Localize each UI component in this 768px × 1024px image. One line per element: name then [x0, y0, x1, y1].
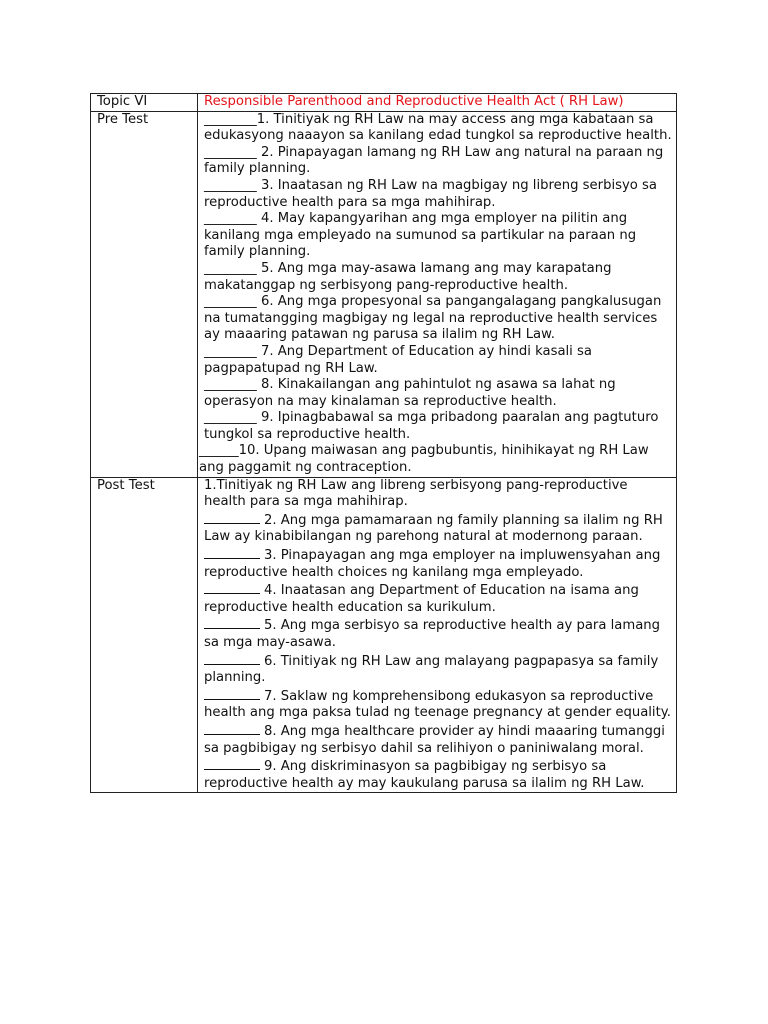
- question-text: 10. Upang maiwasan ang pagbubuntis, hinihikayat ng RH Law ang paggamit ng contraception.: [199, 443, 649, 476]
- post-test-question-6: [204, 652, 672, 687]
- post-test-row: [91, 477, 677, 793]
- question-text: 3. Pinapayagan ang mga employer na impluwensyahan ang reproductive health choices ng kanilang mga empleyado.: [204, 548, 661, 580]
- question-text: 5. Ang mga may-asawa lamang ang may karapatang makatanggap ng serbisyong pang-reproductive health.: [204, 260, 612, 293]
- post-test-question-2: [204, 511, 672, 546]
- answer-blank: ________: [204, 343, 257, 359]
- pre-test-question-9: [204, 410, 672, 443]
- answer-blank: ________: [204, 410, 257, 426]
- pre-test-question-2: [204, 145, 672, 178]
- post-test-question-8: [204, 722, 672, 757]
- answer-blank: [204, 581, 260, 594]
- question-text: 2. Pinapayagan lamang ng RH Law ang natural na paraan ng family planning.: [204, 144, 664, 177]
- topic-label: Topic VI: [91, 94, 198, 112]
- answer-blank: ________: [204, 111, 257, 127]
- answer-blank: [204, 652, 260, 665]
- question-text: 4. Inaatasan ang Department of Education na isama ang reproductive health education sa kurikulum.: [204, 583, 639, 615]
- header-row: [91, 94, 677, 112]
- question-text: 2. Ang mga pamamaraan ng family planning sa ilalim ng RH Law ay kinabibilangan ng parehong natural at modernong paraan.: [204, 512, 663, 545]
- question-text: 4. May kapangyarihan ang mga employer na pilitin ang kanilang mga empleyado na sumunod sa partikular na paraan ng family planning.: [204, 211, 637, 260]
- pre-test-question-10: [199, 443, 672, 476]
- pre-test-question-1: [204, 112, 672, 145]
- pre-test-questions: [198, 111, 677, 477]
- pre-test-label: Pre Test: [91, 111, 198, 477]
- answer-blank: ________: [204, 211, 257, 227]
- question-text: 9. Ipinagbabawal sa mga pribadong paaralan ang pagtuturo tungkol sa reproductive health.: [204, 410, 659, 442]
- topic-title: Responsible Parenthood and Reproductive Health Act ( RH Law): [198, 94, 677, 112]
- post-test-questions: [198, 477, 677, 793]
- pre-test-question-8: [204, 377, 672, 410]
- answer-blank: [204, 511, 260, 524]
- question-text: 7. Ang Department of Education ay hindi kasali sa pagpapatupad ng RH Law.: [204, 343, 592, 376]
- answer-blank: [204, 616, 260, 629]
- answer-blank: [204, 722, 260, 735]
- pre-test-question-4: [204, 211, 672, 261]
- post-test-question-3: [204, 546, 672, 581]
- answer-blank: ______: [199, 443, 239, 459]
- post-test-question-5: [204, 616, 672, 651]
- answer-blank: ________: [204, 144, 257, 160]
- post-test-label: Post Test: [91, 477, 198, 793]
- answer-blank: ________: [204, 377, 257, 393]
- lesson-table: [90, 93, 677, 793]
- question-text: 7. Saklaw ng komprehensibong edukasyon sa reproductive health ang mga paksa tulad ng teenage pregnancy at gender equality.: [204, 688, 671, 721]
- answer-blank: [204, 687, 260, 700]
- post-test-question-4: [204, 581, 672, 616]
- question-text: 6. Ang mga propesyonal sa pangangalagang pangkalusugan na tumatangging magbigay ng legal na reproductive health services ay maaaring patawan ng parusa sa ilalim ng RH Law.: [204, 294, 662, 343]
- answer-blank: ________: [204, 294, 257, 310]
- question-text: 5. Ang mga serbisyo sa reproductive health ay para lamang sa mga may-asawa.: [204, 618, 661, 650]
- question-text: 8. Ang mga healthcare provider ay hindi maaaring tumanggi sa pagbibigay ng serbisyo dahil sa relihiyon o paniniwalang moral.: [204, 723, 665, 756]
- post-test-question-7: [204, 687, 672, 722]
- question-text: 1. Tinitiyak ng RH Law na may access ang mga kabataan sa edukasyong naaayon sa kanilang edad tungkol sa reproductive health.: [204, 111, 672, 144]
- answer-blank: [204, 757, 260, 770]
- pre-test-question-7: [204, 344, 672, 377]
- answer-blank: ________: [204, 177, 257, 193]
- answer-blank: [204, 546, 260, 559]
- question-text: 8. Kinakailangan ang pahintulot ng asawa sa lahat ng operasyon na may kinalaman sa reproductive health.: [204, 377, 616, 409]
- question-text: 6. Tinitiyak ng RH Law ang malayang pagpapasya sa family planning.: [204, 653, 659, 686]
- pre-test-question-6: [204, 294, 672, 344]
- answer-blank: ________: [204, 260, 257, 276]
- question-text: 9. Ang diskriminasyon sa pagbibigay ng serbisyo sa reproductive health ay may kaukulang parusa sa ilalim ng RH Law.: [204, 759, 645, 791]
- post-test-question-1: 1.Tinitiyak ng RH Law ang libreng serbisyong pang-reproductive health para sa mga mahihirap.: [204, 477, 628, 510]
- question-text: 3. Inaatasan ng RH Law na magbigay ng libreng serbisyo sa reproductive health para sa mga mahihirap.: [204, 177, 658, 210]
- pre-test-question-3: [204, 178, 672, 211]
- pre-test-row: [91, 111, 677, 477]
- pre-test-question-5: [204, 261, 672, 294]
- post-test-question-9: [204, 757, 672, 792]
